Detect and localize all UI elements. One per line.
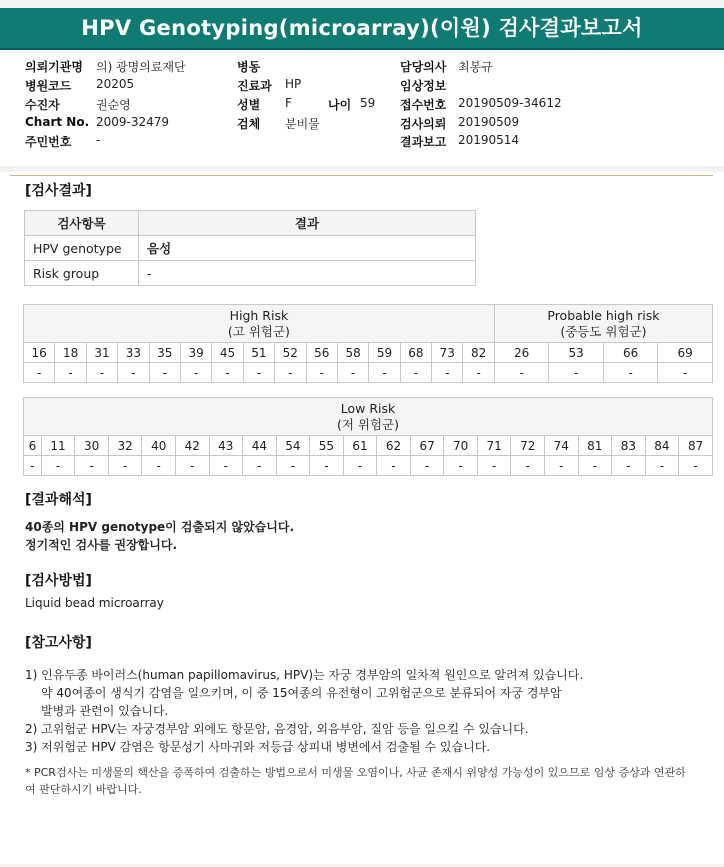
result-value: 음성 bbox=[139, 236, 476, 261]
genotype-result-cell: - bbox=[400, 363, 431, 383]
genotype-cell: 32 bbox=[108, 436, 142, 456]
low-risk-group-header bbox=[24, 398, 713, 436]
genotype-cell: 33 bbox=[118, 343, 149, 363]
method-section-title: [검사방법] bbox=[25, 573, 92, 589]
dept-value: HP bbox=[285, 77, 302, 91]
low-risk-table bbox=[23, 397, 713, 476]
genotype-result-cell: - bbox=[108, 456, 142, 476]
low-risk-label: Low Risk bbox=[340, 400, 396, 416]
genotype-cell: 58 bbox=[337, 343, 368, 363]
interpretation-line-1: 40종의 HPV genotype이 검출되지 않았습니다. bbox=[25, 520, 295, 534]
high-risk-table bbox=[23, 304, 713, 383]
genotype-cell: 59 bbox=[369, 343, 400, 363]
genotype-cell: 67 bbox=[410, 436, 444, 456]
genotype-result-cell: - bbox=[679, 456, 713, 476]
genotype-result-cell: - bbox=[511, 456, 545, 476]
genotype-cell: 73 bbox=[432, 343, 463, 363]
genotype-cell: 71 bbox=[477, 436, 511, 456]
genotype-result-cell: - bbox=[578, 456, 612, 476]
high-risk-value-row bbox=[24, 363, 713, 383]
genotype-cell: 39 bbox=[180, 343, 211, 363]
genotype-result-cell: - bbox=[142, 456, 176, 476]
chart-value: 2009-32479 bbox=[96, 115, 170, 129]
doctor-label: 담당의사 bbox=[400, 60, 447, 74]
table-row bbox=[25, 261, 476, 286]
genotype-result-cell: - bbox=[549, 363, 604, 383]
genotype-cell: 30 bbox=[75, 436, 109, 456]
specimen-label: 검체 bbox=[237, 117, 261, 131]
genotype-result-cell: - bbox=[612, 456, 646, 476]
sex-value: F bbox=[285, 96, 292, 110]
genotype-result-cell: - bbox=[212, 363, 243, 383]
genotype-cell: 84 bbox=[645, 436, 679, 456]
genotype-cell: 74 bbox=[545, 436, 579, 456]
genotype-cell: 11 bbox=[41, 436, 75, 456]
genotype-result-cell: - bbox=[369, 363, 400, 383]
genotype-result-cell: - bbox=[477, 456, 511, 476]
genotype-cell: 82 bbox=[463, 343, 494, 363]
genotype-result-cell: - bbox=[175, 456, 209, 476]
genotype-cell: 72 bbox=[511, 436, 545, 456]
report-date-label: 결과보고 bbox=[400, 135, 447, 149]
genotype-cell: 66 bbox=[603, 343, 658, 363]
genotype-result-cell: - bbox=[310, 456, 344, 476]
genotype-cell: 44 bbox=[243, 436, 277, 456]
genotype-result-cell: - bbox=[337, 363, 368, 383]
note-3: 3) 저위험군 HPV 감염은 항문성기 사마귀와 저등급 상피내 병변에서 검출될 수 있습니다. bbox=[25, 740, 491, 754]
genotype-result-cell: - bbox=[118, 363, 149, 383]
genotype-cell: 55 bbox=[310, 436, 344, 456]
genotype-cell: 43 bbox=[209, 436, 243, 456]
genotype-result-cell: - bbox=[24, 363, 55, 383]
top-divider bbox=[10, 175, 713, 176]
interpretation-section-title: [결과해석] bbox=[25, 492, 92, 508]
footnote: * PCR검사는 미생물의 핵산을 증폭하여 검출하는 방법으로서 미생물 오염이나, 사균 존재시 위양성 가능성이 있으므로 임상 증상과 연관하여 판단하시기 바랍니다. bbox=[25, 766, 686, 796]
hospital-code-value: 20205 bbox=[96, 77, 135, 91]
age-label: 나이 bbox=[328, 98, 352, 112]
sex-label: 성별 bbox=[237, 98, 261, 112]
genotype-result-cell: - bbox=[494, 363, 549, 383]
genotype-result-cell: - bbox=[243, 363, 274, 383]
result-item: HPV genotype bbox=[25, 236, 139, 261]
notes-section-title: [참고사항] bbox=[25, 635, 92, 651]
genotype-cell: 35 bbox=[149, 343, 180, 363]
genotype-result-cell: - bbox=[603, 363, 658, 383]
result-item: Risk group bbox=[25, 261, 139, 286]
genotype-result-cell: - bbox=[275, 363, 306, 383]
note-1-cont-b: 발병과 관련이 있습니다. bbox=[41, 704, 169, 718]
age-value: 59 bbox=[360, 96, 376, 110]
examinee-value: 권순영 bbox=[96, 98, 131, 112]
receipt-label: 접수번호 bbox=[400, 98, 447, 112]
genotype-result-cell: - bbox=[24, 456, 42, 476]
low-risk-value-row bbox=[24, 456, 713, 476]
genotype-cell: 54 bbox=[276, 436, 310, 456]
genotype-cell: 83 bbox=[612, 436, 646, 456]
examinee-label: 수진자 bbox=[25, 98, 60, 112]
genotype-result-cell: - bbox=[306, 363, 337, 383]
genotype-result-cell: - bbox=[243, 456, 277, 476]
probable-label-kr: (중등도 위험군) bbox=[560, 323, 647, 339]
specimen-value: 분비물 bbox=[285, 117, 320, 131]
genotype-cell: 70 bbox=[444, 436, 478, 456]
genotype-cell: 68 bbox=[400, 343, 431, 363]
genotype-cell: 61 bbox=[343, 436, 377, 456]
genotype-result-cell: - bbox=[432, 363, 463, 383]
low-risk-type-row bbox=[24, 436, 713, 456]
genotype-cell: 62 bbox=[377, 436, 411, 456]
high-risk-label: High Risk bbox=[229, 307, 289, 323]
genotype-result-cell: - bbox=[545, 456, 579, 476]
resident-value: - bbox=[96, 133, 101, 147]
probable-label: Probable high risk bbox=[547, 307, 660, 323]
low-risk-label-kr: (저 위험군) bbox=[336, 416, 400, 432]
genotype-result-cell: - bbox=[444, 456, 478, 476]
genotype-cell: 31 bbox=[86, 343, 117, 363]
high-risk-group-header bbox=[24, 305, 495, 343]
doctor-value: 최봉규 bbox=[458, 60, 493, 74]
genotype-result-cell: - bbox=[86, 363, 117, 383]
genotype-cell: 16 bbox=[24, 343, 55, 363]
genotype-result-cell: - bbox=[410, 456, 444, 476]
col-item-header: 검사항목 bbox=[25, 211, 139, 236]
clinical-label: 임상정보 bbox=[400, 79, 447, 93]
genotype-cell: 45 bbox=[212, 343, 243, 363]
receipt-value: 20190509-34612 bbox=[458, 96, 562, 110]
genotype-result-cell: - bbox=[75, 456, 109, 476]
institution-value: 의) 광명의료재단 bbox=[96, 60, 186, 74]
genotype-result-cell: - bbox=[149, 363, 180, 383]
note-2: 2) 고위험군 HPV는 자궁경부암 외에도 항문암, 음경암, 외음부암, 질암 등을 일으킬 수 있습니다. bbox=[25, 722, 529, 736]
genotype-result-cell: - bbox=[343, 456, 377, 476]
hospital-code-label: 병원코드 bbox=[25, 79, 72, 93]
note-1: 1) 인유두종 바이러스(human papillomavirus, HPV)는 자궁 경부암의 일차적 원인으로 알려져 있습니다. bbox=[25, 668, 584, 682]
notes-list bbox=[25, 666, 583, 756]
note-1-cont-a: 약 40여종이 생식기 감염을 일으키며, 이 중 15여종의 유전형이 고위험군으로 분류되어 자궁 경부암 bbox=[41, 686, 562, 700]
dept-label: 진료과 bbox=[237, 79, 272, 93]
method-text: Liquid bead microarray bbox=[25, 596, 164, 610]
report-title: HPV Genotyping(microarray)(이원) 검사결과보고서 bbox=[0, 8, 724, 48]
request-label: 검사의뢰 bbox=[400, 117, 447, 131]
genotype-result-cell: - bbox=[180, 363, 211, 383]
col-result-header: 결과 bbox=[139, 211, 476, 236]
ward-label: 병동 bbox=[237, 60, 261, 74]
genotype-result-cell: - bbox=[276, 456, 310, 476]
institution-label: 의뢰기관명 bbox=[25, 60, 83, 74]
genotype-result-cell: - bbox=[658, 363, 713, 383]
probable-group-header bbox=[494, 305, 712, 343]
genotype-result-cell: - bbox=[645, 456, 679, 476]
title-underline bbox=[0, 48, 724, 50]
genotype-cell: 26 bbox=[494, 343, 549, 363]
genotype-cell: 52 bbox=[275, 343, 306, 363]
genotype-result-cell: - bbox=[41, 456, 75, 476]
genotype-result-cell: - bbox=[55, 363, 86, 383]
genotype-cell: 56 bbox=[306, 343, 337, 363]
interpretation-line-2: 정기적인 검사를 권장합니다. bbox=[25, 538, 178, 552]
genotype-cell: 87 bbox=[679, 436, 713, 456]
result-panel bbox=[0, 172, 724, 864]
genotype-cell: 53 bbox=[549, 343, 604, 363]
genotype-cell: 18 bbox=[55, 343, 86, 363]
high-risk-label-kr: (고 위험군) bbox=[227, 323, 290, 339]
genotype-result-cell: - bbox=[463, 363, 494, 383]
genotype-cell: 40 bbox=[142, 436, 176, 456]
table-row bbox=[25, 236, 476, 261]
genotype-cell: 81 bbox=[578, 436, 612, 456]
high-risk-type-row bbox=[24, 343, 713, 363]
genotype-result-cell: - bbox=[209, 456, 243, 476]
results-section-title: [검사결과] bbox=[25, 183, 92, 199]
request-value: 20190509 bbox=[458, 115, 520, 129]
result-value: - bbox=[139, 261, 476, 286]
resident-label: 주민번호 bbox=[25, 135, 72, 149]
genotype-cell: 6 bbox=[24, 436, 42, 456]
report-date-value: 20190514 bbox=[458, 133, 520, 147]
genotype-result-cell: - bbox=[377, 456, 411, 476]
results-table bbox=[24, 210, 476, 286]
genotype-cell: 51 bbox=[243, 343, 274, 363]
genotype-cell: 69 bbox=[658, 343, 713, 363]
chart-label: Chart No. bbox=[25, 115, 90, 129]
genotype-cell: 42 bbox=[175, 436, 209, 456]
patient-info-panel bbox=[0, 54, 724, 166]
